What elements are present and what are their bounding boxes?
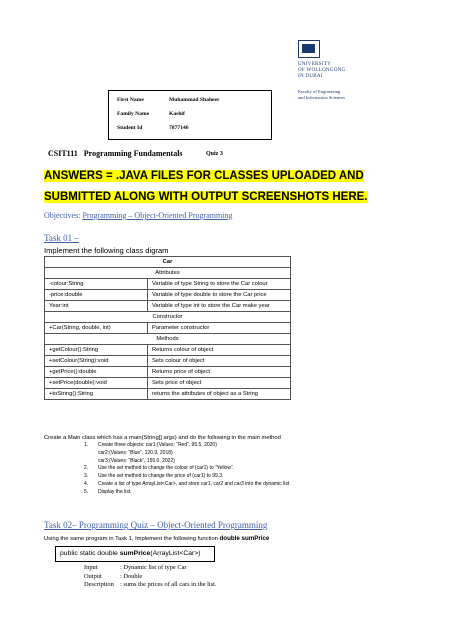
step-number: 1.: [84, 442, 89, 448]
university-logo-icon: [298, 40, 320, 58]
first-name-label: First Name: [117, 97, 144, 103]
list-item: [84, 481, 289, 489]
description-cell: Variable of type int to store the Car make year: [148, 301, 291, 312]
member-cell: +setColour(String):void: [45, 356, 148, 367]
first-name-value: Muhammad Shaheer: [169, 97, 220, 103]
signature-prefix: public static double: [60, 550, 120, 557]
member-cell: -colour:String: [45, 279, 148, 290]
list-item: [84, 450, 289, 458]
member-cell: +getPrice():double: [45, 367, 148, 378]
table-row: [45, 389, 291, 400]
steps-list: [84, 442, 289, 497]
list-item: [84, 489, 289, 497]
main-instruction: Create a Main class which has a main(String[] args) and do the following in the main method: [44, 435, 281, 441]
answers-line: SUBMITTED ALONG WITH OUTPUT SCREENSHOTS HERE.: [44, 191, 368, 203]
table-row: [45, 378, 291, 389]
step-text: Display the list.: [98, 488, 132, 495]
task2-heading: Task 02– Programming Quiz – Object-Oriented Programming: [44, 520, 268, 530]
spec-value: : Dynamic list of type Car: [120, 564, 187, 571]
spec-key: Output: [84, 572, 102, 580]
task2-instruction: [44, 535, 269, 542]
faculty-name-line: and Information Sciences: [298, 94, 345, 100]
family-name-label: Family Name: [117, 111, 150, 117]
step-text: car2:(Values: “Blue”, 120.9, 2018): [98, 449, 173, 456]
list-item: [84, 465, 289, 473]
description-cell: Sets colour of object: [148, 356, 291, 367]
table-row: [45, 279, 291, 290]
spec-row: [84, 581, 217, 590]
description-cell: returns the attributes of object as a String: [148, 389, 291, 400]
university-name-line: OF WOLLONGONG: [298, 68, 346, 73]
faculty-name: [298, 89, 345, 100]
signature-name: sumPrice: [119, 550, 151, 557]
answers-line: ANSWERS = .JAVA FILES FOR CLASSES UPLOADED AND: [44, 170, 364, 182]
spec-value: : sums the prices of all cars in the list.: [120, 581, 217, 588]
member-cell: +Car(String, double, int): [45, 323, 148, 334]
objectives-value: Programming – Object-Oriented Programming: [82, 211, 233, 220]
objectives: [44, 211, 232, 220]
task2-instruction-text: Using the same program in Task 1, Implement the following function: [44, 536, 218, 542]
university-name-line: UNIVERSITY: [298, 62, 331, 67]
member-cell: Year:int: [45, 301, 148, 312]
university-name-line: IN DUBAI: [298, 74, 323, 79]
step-number: 5.: [84, 488, 89, 495]
table-row: [45, 345, 291, 356]
description-cell: Returns price of object: [148, 367, 291, 378]
spec-row: [84, 573, 217, 582]
function-signature-box: [55, 546, 215, 562]
description-cell: Sets price of object: [148, 378, 291, 389]
student-id-label: Student Id: [117, 125, 143, 131]
table-row: [45, 323, 291, 334]
task1-intro: Implement the following class digram: [44, 246, 169, 255]
objectives-label: Objectives:: [44, 211, 81, 220]
university-name: [298, 62, 346, 80]
list-item: [84, 442, 289, 450]
table-row: [45, 301, 291, 312]
answers-banner: [44, 166, 404, 208]
student-info-box: [108, 90, 272, 140]
description-cell: Returns colour of object: [148, 345, 291, 356]
step-text: Create three objects: car1:(Values: “Red”, 95.5, 2020): [98, 442, 217, 448]
list-item: [84, 458, 289, 466]
description-cell: Variable of type String to store the Car colour: [148, 279, 291, 290]
spec-row: [84, 564, 217, 573]
methods-header: Methods: [45, 334, 291, 345]
spec-value: : Double: [120, 572, 143, 580]
table-row: [45, 290, 291, 301]
constructor-header: Constructor: [45, 312, 291, 323]
list-item: [84, 473, 289, 481]
step-text: Use the set method to change the price of (car1) to 99.3.: [98, 473, 224, 480]
class-name: Car: [45, 257, 291, 268]
attributes-header: Attributes: [45, 268, 291, 279]
member-cell: +toString():String: [45, 389, 148, 400]
step-text: Use the set method to change the colour of (car1) to “Yellow”.: [98, 465, 234, 472]
table-row: [45, 367, 291, 378]
class-diagram-table: [44, 256, 291, 400]
signature-suffix: (ArrayList<Car>): [150, 550, 201, 557]
task1-heading: Task 01 –: [44, 233, 79, 243]
course-title: CSIT111 Programming Fundamentals: [48, 149, 183, 158]
step-text: car3:(Values: “Black”, 155.0, 2022): [98, 457, 175, 464]
spec-key: Description: [84, 581, 114, 588]
spec-key: Input: [84, 564, 98, 571]
step-text: Create a list of type ArrayList<Car>, and store car1, car2 and car3 into the dynamic list: [98, 480, 290, 487]
step-number: 3.: [84, 473, 89, 480]
description-cell: Variable of type double to store the Car price: [148, 290, 291, 301]
student-id-value: 7877146: [169, 125, 189, 131]
step-number: 2.: [84, 465, 89, 472]
function-name: double sumPrice: [219, 535, 270, 542]
table-row: [45, 356, 291, 367]
member-cell: -price:double: [45, 290, 148, 301]
member-cell: +setPrice(double):void: [45, 378, 148, 389]
family-name-value: Kashif: [169, 111, 185, 117]
quiz-label: Quiz 3: [206, 151, 223, 157]
faculty-name-line: Faculty of Engineering: [298, 89, 341, 94]
function-spec: [84, 564, 217, 590]
description-cell: Parameter constructor: [148, 323, 291, 334]
member-cell: +getColour():String: [45, 345, 148, 356]
step-number: 4.: [84, 480, 89, 487]
